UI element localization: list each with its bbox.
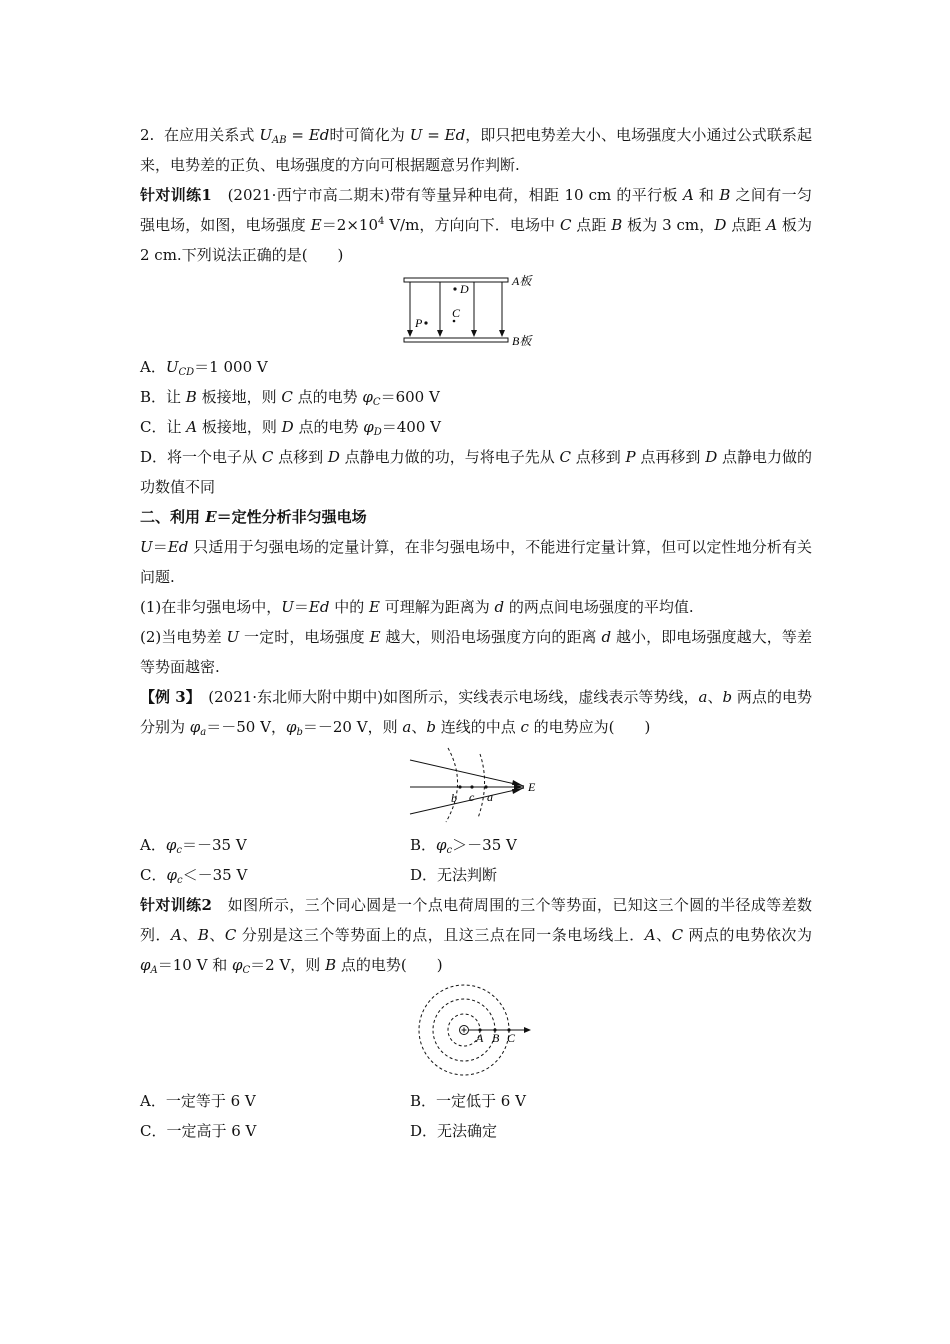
example-3-options-row-2	[140, 860, 812, 890]
label-plate-b: B板	[512, 334, 532, 346]
label-e: E	[528, 780, 536, 794]
parallel-plates-diagram	[396, 274, 556, 346]
concentric-circles-figure	[140, 984, 812, 1080]
point-b	[458, 785, 461, 788]
point-d	[453, 287, 456, 290]
label-b: B	[492, 1031, 500, 1045]
example-3-question: 【例 3】 (2021·东北师大附中期中)如图所示，实线表示电场线，虚线表示等势线，a、b 两点的电势分别为 $\varphi_a=-50$ V，$\varphi_b=-20$ V，则 a、b 连线的中点 c 的电势应为( )	[140, 688, 812, 738]
point-a	[484, 785, 487, 788]
paragraph-u-ed: U＝Ed 只适用于匀强电场的定量计算，在非匀强电场中，不能进行定量计算，但可以定性地分析有关问题.	[140, 538, 812, 586]
concentric-circles-diagram	[416, 984, 536, 1080]
label-c: c	[469, 790, 475, 804]
label-a: A	[476, 1031, 484, 1045]
point-p	[424, 321, 427, 324]
field-lines-diagram	[406, 746, 546, 824]
paragraph-point-1: (1)在非匀强电场中，U＝Ed 中的 E 可理解为距离为 d 的两点间电场强度的平均值.	[140, 598, 694, 616]
example-3-option-d[interactable]: D．无法判断	[410, 866, 498, 884]
training-2-question: 针对训练2 如图所示，三个同心圆是一个点电荷周围的三个等势面，已知这三个圆的半径成等差数列．A、B、C 分别是这三个等势面上的点，且这三点在同一条电场线上．A、C 两点的电势依次为 $\varphi_A=10$ V 和 $\varphi_C=2$ V，则 B 点的电势( )	[140, 896, 812, 976]
equipotential-lines	[446, 748, 485, 822]
field-lines-figure	[140, 746, 812, 824]
item-2: 2. 在应用关系式 $U_{AB} = Ed$时可简化为 U = Ed，即只把电势差大小、电场强度大小通过公式联系起来，电势差的正负、电场强度的方向可根据题意另作判断.	[140, 126, 812, 174]
paragraph-point-2: (2)当电势差 U 一定时，电场强度 E 越大，则沿电场强度方向的距离 d 越小，即电场强度越大，等差等势面越密.	[140, 628, 812, 676]
plate-a	[404, 278, 508, 282]
training-1-question: 针对训练1 (2021·西宁市高二期末)带有等量异种电荷，相距 10 cm 的平行板 A 和 B 之间有一匀强电场，如图，电场强度 $E=2\times 10^4$ V/m，方向向下．电场中 C 点距 B 板为 3 cm，D 点距 A 板为 2 cm.下列说法正确的是( )	[140, 186, 812, 264]
point-c	[453, 320, 456, 323]
plate-b	[404, 338, 508, 342]
training-1-option-a[interactable]: A．$U_{CD}=1$ 000 V	[140, 358, 268, 378]
training-1-option-b[interactable]: B．让 B 板接地，则 C 点的电势 $\varphi_C=600$ V	[140, 388, 440, 408]
label-c: C	[452, 306, 461, 320]
label-c: C	[507, 1031, 516, 1045]
training-1-option-c[interactable]: C．让 A 板接地，则 D 点的电势 $\varphi_D=400$ V	[140, 418, 441, 438]
electric-field-lines	[410, 760, 524, 814]
point-c	[470, 785, 473, 788]
training-2-option-c[interactable]: C．一定高于 6 V	[140, 1122, 257, 1140]
label-d: D	[460, 282, 469, 296]
training-1-option-d[interactable]: D．将一个电子从 C 点移到 D 点静电力做的功，与将电子先从 C 点移到 P 点再移到 D 点静电力做的功数值不同	[140, 448, 813, 496]
training-2-option-b[interactable]: B．一定低于 6 V	[410, 1092, 526, 1110]
example-3-option-c[interactable]: C．$\varphi_c<-35$ V	[140, 866, 248, 886]
label-plate-a: A板	[512, 274, 532, 288]
document-page	[140, 120, 812, 1146]
label-a: a	[487, 790, 493, 804]
example-3-options-row-1	[140, 830, 812, 860]
section-heading-2: 二、利用 E＝定性分析非匀强电场	[140, 508, 367, 526]
training-2-option-a[interactable]: A．一定等于 6 V	[140, 1092, 256, 1110]
example-3-option-b[interactable]: B．$\varphi_c>-35$ V	[410, 836, 517, 856]
training-2-option-d[interactable]: D．无法确定	[410, 1122, 498, 1140]
training-2-options-row-2	[140, 1116, 812, 1146]
label-p: P	[415, 316, 423, 330]
label-b: b	[451, 791, 457, 805]
field-line-arrow	[524, 1027, 531, 1033]
field-arrows	[407, 330, 505, 337]
example-3-option-a[interactable]: A．$\varphi_c=-35$ V	[140, 836, 247, 856]
parallel-plates-figure	[140, 274, 812, 346]
training-2-options-row-1	[140, 1086, 812, 1116]
